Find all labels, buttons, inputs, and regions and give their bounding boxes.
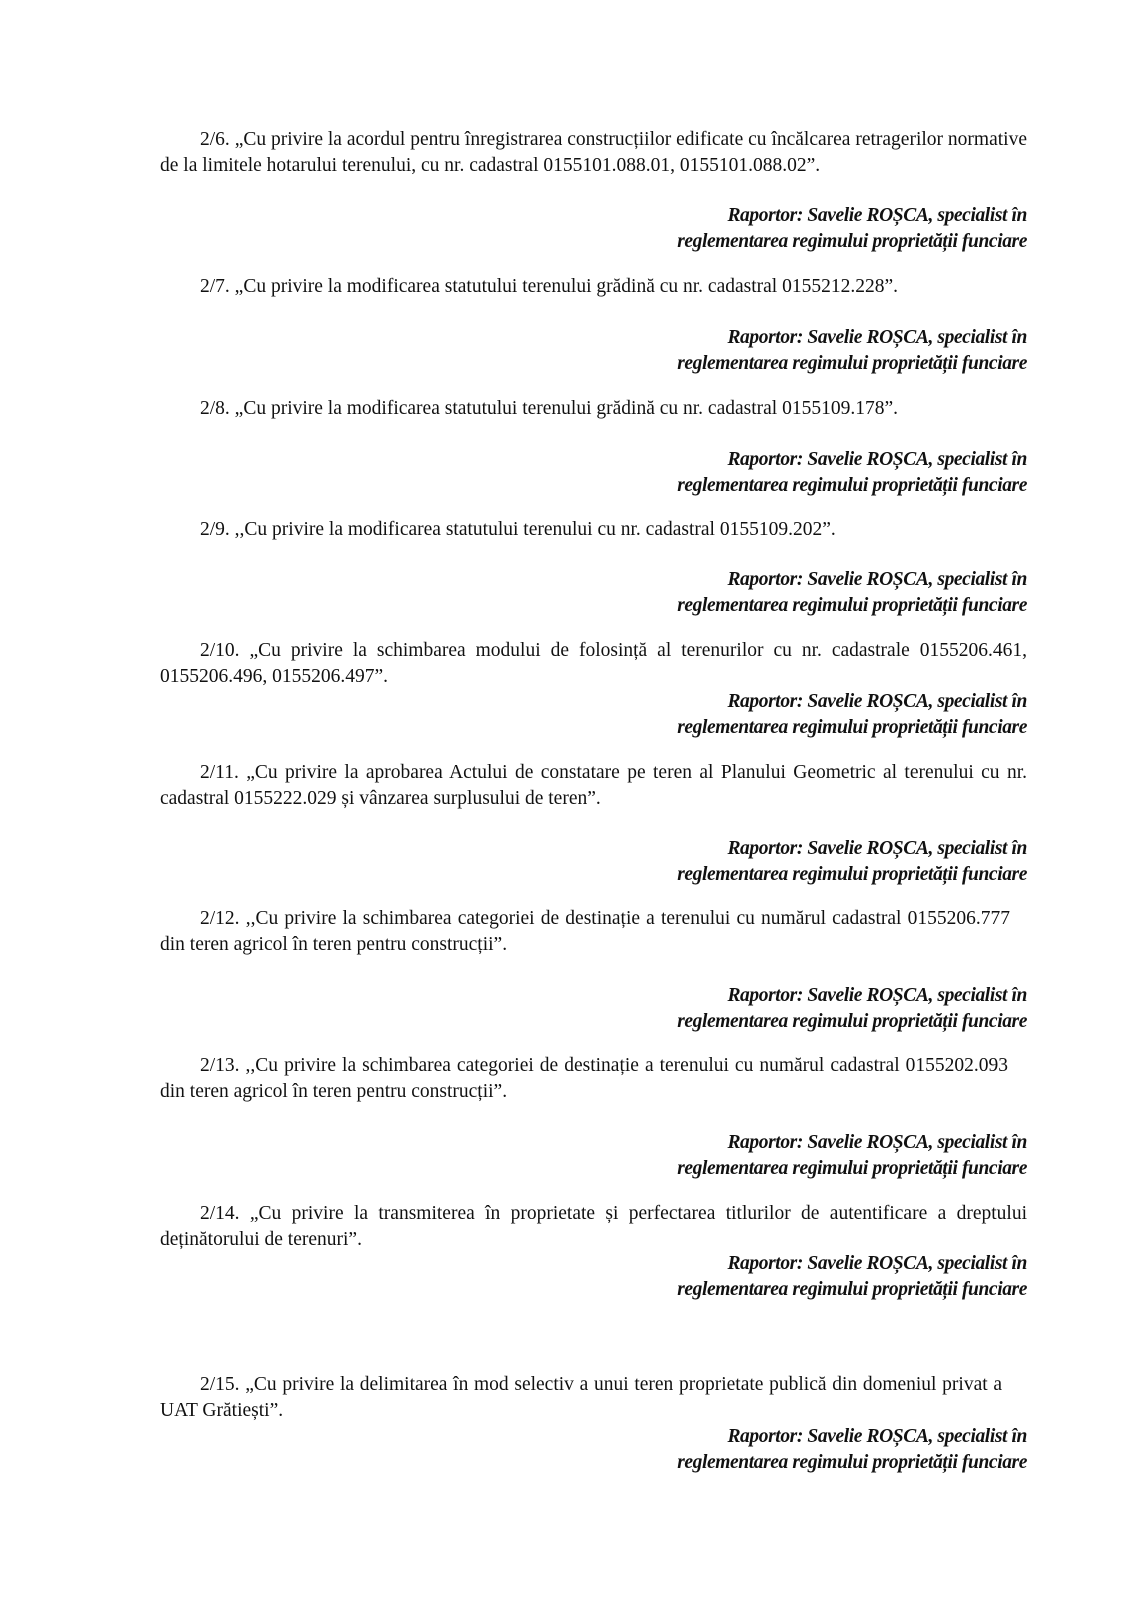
- raportor-name: Raportor: Savelie ROȘCA, specialist în: [727, 838, 1027, 859]
- agenda-item-2-7: [160, 274, 1027, 300]
- agenda-item-text: 2/7. „Cu privire la modificarea statutului terenului grădină cu nr. cadastral 0155212.228”.: [200, 276, 898, 297]
- raportor-role: reglementarea regimului proprietății funciare: [677, 231, 1027, 252]
- raportor-block: [427, 447, 1027, 499]
- raportor-block: [427, 567, 1027, 619]
- raportor-name: Raportor: Savelie ROȘCA, specialist în: [727, 1426, 1027, 1447]
- raportor-block: [427, 689, 1027, 741]
- raportor-name: Raportor: Savelie ROȘCA, specialist în: [727, 1253, 1027, 1274]
- agenda-item-text: 2/6. „Cu privire la acordul pentru înregistrarea construcțiilor edificate cu încălcarea retragerilor normative de la limitele hotarului terenului, cu nr. cadastral 0155101.088.01, 0155101.088.02”.: [160, 129, 1027, 176]
- raportor-block: [427, 836, 1027, 888]
- agenda-item-2-12: [160, 906, 1010, 958]
- raportor-name: Raportor: Savelie ROȘCA, specialist în: [727, 205, 1027, 226]
- raportor-role: reglementarea regimului proprietății funciare: [677, 353, 1027, 374]
- agenda-item-text: 2/11. „Cu privire la aprobarea Actului de constatare pe teren al Planului Geometric al terenului cu nr. cadastral 0155222.029 și vânzarea surplusului de teren”.: [160, 762, 1027, 809]
- agenda-item-text: 2/10. „Cu privire la schimbarea modului de folosință al terenurilor cu nr. cadastrale 0155206.461, 0155206.496, 0155206.497”.: [160, 640, 1027, 687]
- agenda-item-text: 2/13. ,,Cu privire la schimbarea categoriei de destinație a terenului cu numărul cadastral 0155202.093 din teren agricol în teren pentru construcții”.: [160, 1055, 1008, 1102]
- raportor-role: reglementarea regimului proprietății funciare: [677, 864, 1027, 885]
- raportor-block: [427, 1130, 1027, 1182]
- raportor-role: reglementarea regimului proprietății funciare: [677, 475, 1027, 496]
- raportor-role: reglementarea regimului proprietății funciare: [677, 1452, 1027, 1473]
- raportor-name: Raportor: Savelie ROȘCA, specialist în: [727, 1132, 1027, 1153]
- raportor-name: Raportor: Savelie ROȘCA, specialist în: [727, 569, 1027, 590]
- agenda-item-2-15: [160, 1372, 1002, 1424]
- agenda-item-2-11: [160, 760, 1027, 812]
- agenda-item-text: 2/14. „Cu privire la transmiterea în proprietate și perfectarea titlurilor de autentificare a dreptului deținătorului de terenuri”.: [160, 1203, 1027, 1250]
- agenda-item-text: 2/15. „Cu privire la delimitarea în mod selectiv a unui teren proprietate publică din domeniul privat a UAT Grătiești”.: [160, 1374, 1002, 1421]
- agenda-item-2-6: [160, 127, 1027, 179]
- raportor-role: reglementarea regimului proprietății funciare: [677, 1158, 1027, 1179]
- raportor-block: [427, 325, 1027, 377]
- raportor-role: reglementarea regimului proprietății funciare: [677, 1011, 1027, 1032]
- agenda-item-2-13: [160, 1053, 1008, 1105]
- agenda-item-2-14: [160, 1201, 1027, 1253]
- raportor-role: reglementarea regimului proprietății funciare: [677, 1279, 1027, 1300]
- agenda-item-text: 2/12. ,,Cu privire la schimbarea categoriei de destinație a terenului cu numărul cadastral 0155206.777 din teren agricol în teren pentru construcții”.: [160, 908, 1010, 955]
- agenda-item-text: 2/8. „Cu privire la modificarea statutului terenului grădină cu nr. cadastral 0155109.178”.: [200, 398, 898, 419]
- agenda-item-2-9: [160, 517, 1027, 543]
- raportor-name: Raportor: Savelie ROȘCA, specialist în: [727, 691, 1027, 712]
- agenda-item-text: 2/9. ,,Cu privire la modificarea statutului terenului cu nr. cadastral 0155109.202”.: [200, 519, 836, 540]
- raportor-name: Raportor: Savelie ROȘCA, specialist în: [727, 449, 1027, 470]
- raportor-name: Raportor: Savelie ROȘCA, specialist în: [727, 327, 1027, 348]
- raportor-block: [427, 983, 1027, 1035]
- raportor-block: [427, 1251, 1027, 1303]
- raportor-name: Raportor: Savelie ROȘCA, specialist în: [727, 985, 1027, 1006]
- agenda-item-2-10: [160, 638, 1027, 690]
- raportor-role: reglementarea regimului proprietății funciare: [677, 717, 1027, 738]
- agenda-item-2-8: [160, 396, 1027, 422]
- raportor-role: reglementarea regimului proprietății funciare: [677, 595, 1027, 616]
- raportor-block: [427, 1424, 1027, 1476]
- raportor-block: [427, 203, 1027, 255]
